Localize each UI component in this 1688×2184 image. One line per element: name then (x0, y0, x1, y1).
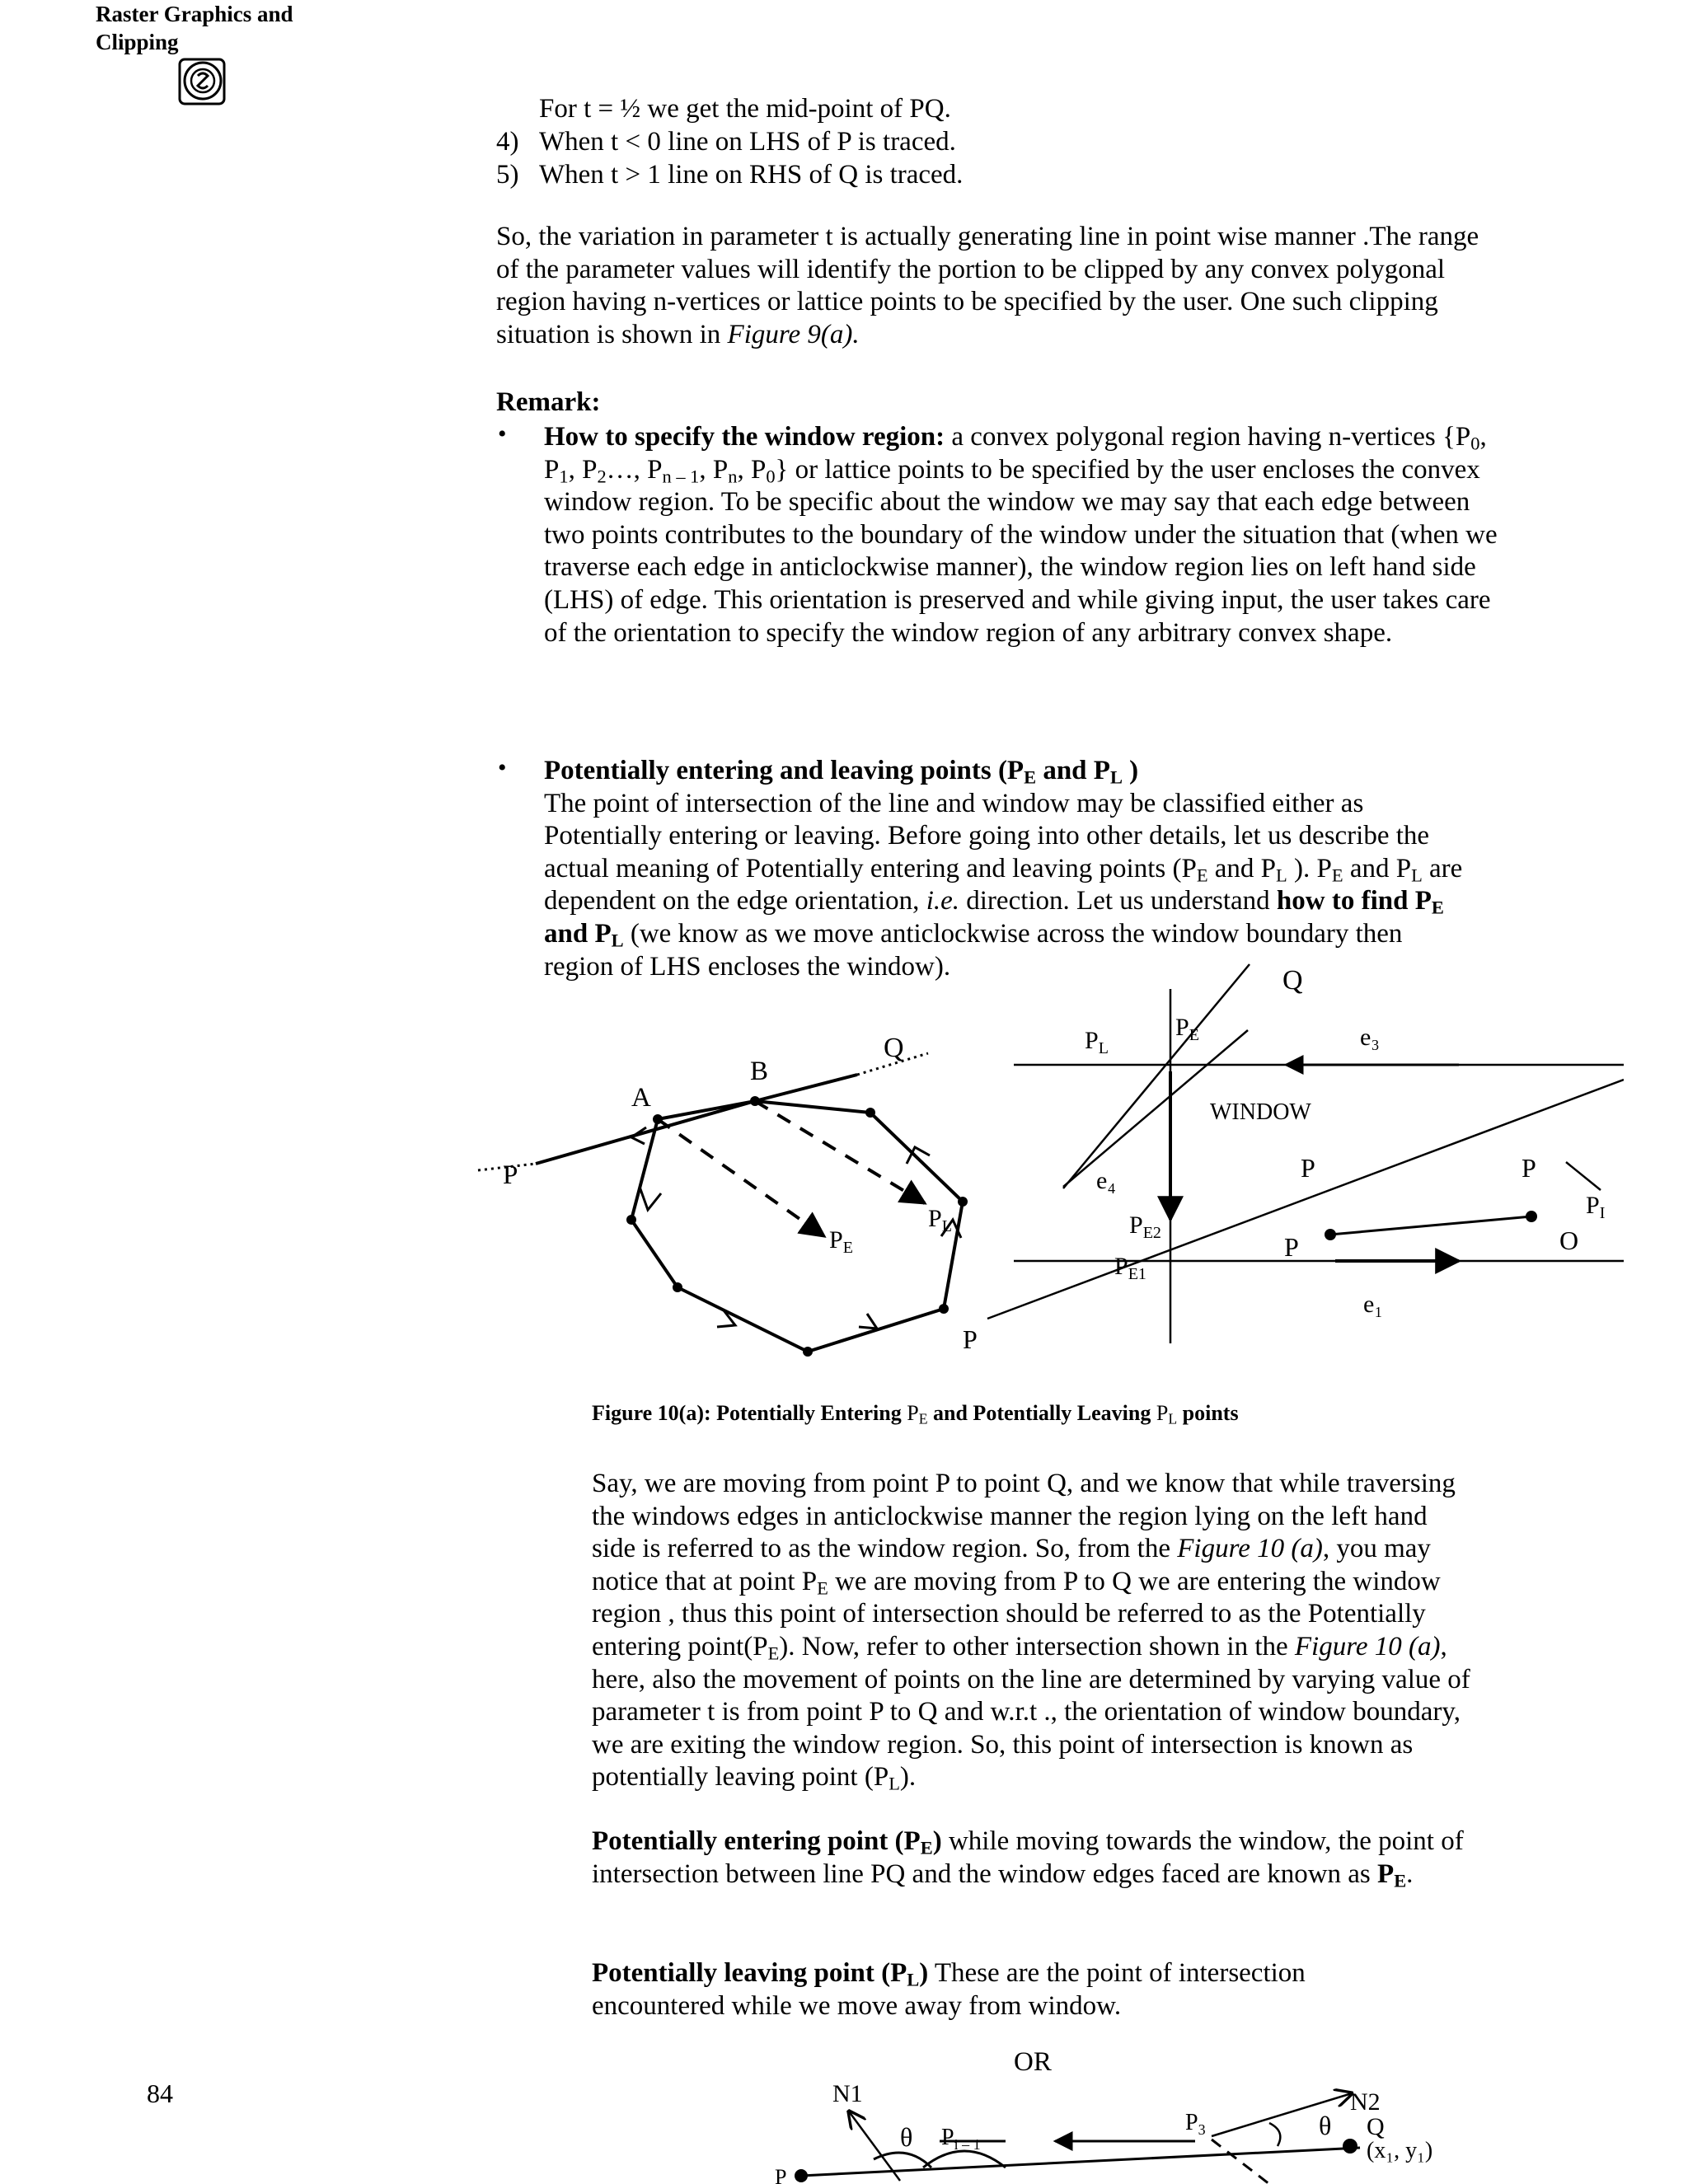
label-b: B (750, 1057, 769, 1086)
label-pe2: $P_{E2}$ (1129, 1212, 1161, 1242)
label-a: A (631, 1083, 651, 1113)
label-p3: $P_3$ (1185, 2110, 1206, 2138)
running-header-line1: Raster Graphics and (96, 2, 293, 26)
label-p-edge-right: P (1301, 1153, 1315, 1183)
list-item-4-text: When t < 0 line on LHS of P is traced. (539, 127, 956, 157)
label-q-right: Q (1282, 965, 1303, 996)
label-q-bottom: Q (1367, 2113, 1385, 2140)
figure-10a-caption: Figure 10(a): Potentially Entering $P_E$ and Potentially Leaving $P_L$ points (592, 1401, 1239, 1427)
label-p-top: P (1522, 1153, 1536, 1183)
edge-direction-chevrons (631, 1127, 961, 1329)
paragraph-parameter-variation: So, the variation in parameter t is actually generating line in point wise manner .The range of the parameter values will identify the portion to be clipped by any convex polygonal region having n-vertices or lattice points to be specified by the user. One such clipping situation is shown in Figure 9(a). (496, 222, 1479, 349)
label-e1: e₁ (1363, 1291, 1383, 1318)
label-n1: N1 (832, 2080, 863, 2107)
label-p-mid: P (1284, 1232, 1299, 1262)
right-window-diagram (963, 948, 1624, 1354)
label-p-i-minus-1: $P_{i - 1}$ (941, 2125, 981, 2153)
label-pe: $P_E$ (829, 1226, 853, 1257)
list-continuation: For t = ½ we get the mid-point of PQ. (539, 94, 951, 124)
label-e3: e₃ (1360, 1024, 1380, 1051)
label-pe1: $P_{E1}$ (1114, 1253, 1146, 1283)
convex-polygon-window (631, 1101, 963, 1352)
label-q: Q (884, 1033, 904, 1063)
label-p-bottom: P (963, 1324, 978, 1354)
definition-potentially-leaving: Potentially leaving point $(P_L)$ These are the point of intersection encountered while we move away from window. (592, 1958, 1306, 2021)
bullet-window-region: How to specify the window region: a convex polygonal region having n-vertices {$P_0$, $P_1$, $P_2\dots$, $P_{n - 1}$, $P_n$, $P_0$} or lattice points to be specified by the user encloses the convex window region. To be specific about the window we may say that each edge between two points contributes to the boundary of the window under the situation that (when we traverse each edge in anticlockwise manner), the window region lies on left hand side (LHS) of edge. This orientation is preserved and while giving input, the user takes care of the orientation to specify the window region of any arbitrary convex shape. (544, 422, 1498, 648)
label-theta-right: θ (1319, 2111, 1332, 2140)
list-item-5-number: 5) (496, 160, 519, 190)
figure-9a-reference: Figure 9(a). (727, 319, 860, 349)
label-o: O (1559, 1226, 1579, 1255)
label-coordinates: (x₁, y₁) (1367, 2138, 1433, 2163)
label-window: WINDOW (1210, 1099, 1311, 1125)
figure-normals-partial (742, 2044, 1533, 2184)
label-e4: e₄ (1096, 1167, 1116, 1194)
label-pl-right: $P_L$ (1085, 1027, 1109, 1057)
label-theta-left: θ (900, 2122, 913, 2152)
section-heading-pe-pl: Potentially entering and leaving points ($P_E$ and $P_L$ ) (544, 756, 1139, 788)
running-header-line2: Clipping (96, 30, 179, 54)
list-item-5-text: When t > 1 line on RHS of Q is traced. (539, 160, 964, 190)
bullet-marker: • (498, 754, 507, 781)
label-p-bottom-left: P (775, 2165, 787, 2184)
label-p: P (503, 1160, 518, 1190)
label-pl: $P_L$ (928, 1205, 952, 1235)
university-emblem-icon (176, 54, 231, 109)
figure-10a-diagram (470, 948, 1624, 1376)
label-pe-right: $P_E$ (1175, 1014, 1199, 1044)
list-item-4-number: 4) (496, 127, 519, 157)
label-pi: $P_I$ (1586, 1192, 1606, 1222)
page-number: 84 (147, 2079, 173, 2108)
running-header (96, 0, 293, 56)
label-n2: N2 (1350, 2088, 1381, 2116)
bullet-marker: • (498, 420, 507, 448)
remark-heading: Remark: (496, 387, 601, 417)
paragraph-moving-p-to-q: Say, we are moving from point P to point Q, and we know that while traversing the windows edges in anticlockwise manner the region lying on the left hand side is referred to as the window region. So, from the Figure 10 (a), you may notice that at point $P_E$ we are moving from P to Q we are entering the window region , thus this point of intersection should be referred to as the Potentially entering $point(P_E)$. Now, refer to other intersection shown in the Figure 10 (a), here, also the movement of points on the line are determined by varying value of parameter t is from point P to Q and w.r.t ., the orientation of window boundary, we are exiting the window region. So, this point of intersection is known as potentially leaving point $(P_L)$. (592, 1469, 1470, 1794)
definition-potentially-entering: Potentially entering point $(P_E)$ while moving towards the window, the point of intersection between line PQ and the window edges faced are known as $P_E$. (592, 1826, 1464, 1891)
bullet-entering-leaving: Potentially entering and leaving points ($P_E$ and $P_L$ ) The point of intersection of the line and window may be classified either as Potentially entering or leaving. Before going into other details, let us describe the actual meaning of Potentially entering and leaving points ($P_E$ and $P_L$ ). $P_E$ and $P_L$ are dependent on the edge orientation, i.e. direction. Let us understand how to find $P_E$ and $P_L$ (we know as we move anticlockwise across the window boundary then region of LHS encloses the window). (544, 756, 1463, 982)
label-or: OR (1014, 2047, 1052, 2077)
left-polygon-diagram (478, 1033, 968, 1357)
